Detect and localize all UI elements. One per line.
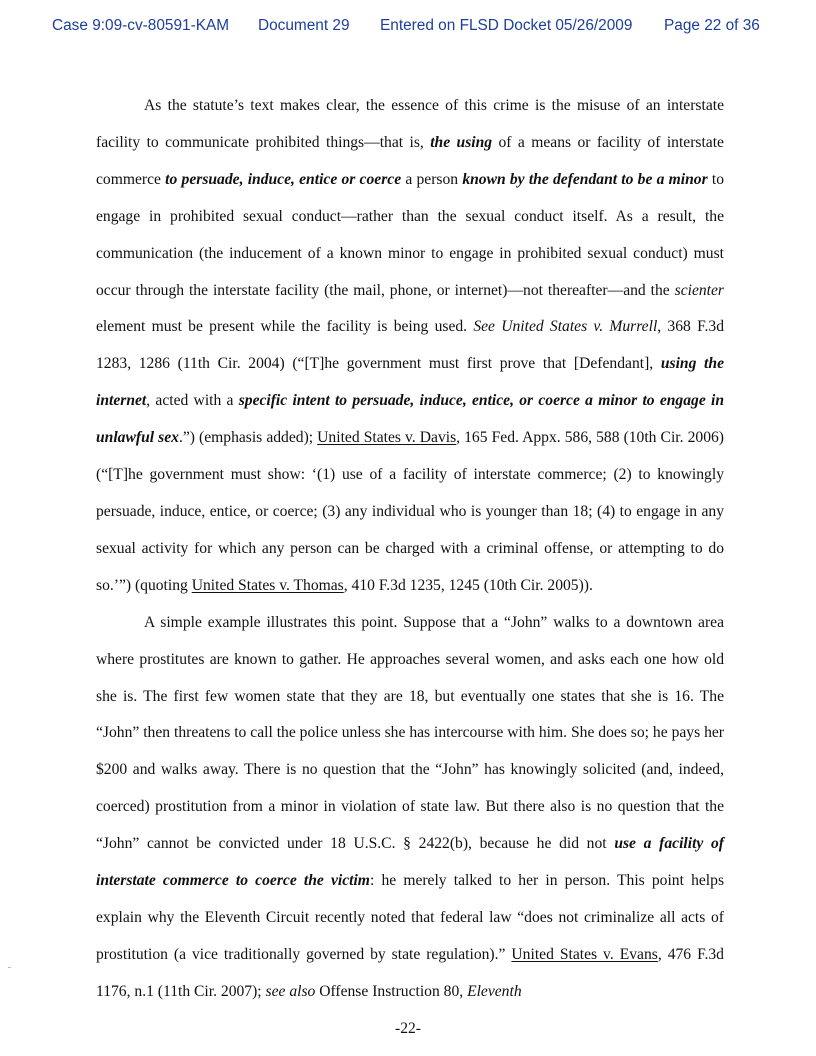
emphasis-run: use a facility of interstate commerce to coerce the victim	[96, 835, 724, 890]
text-run: A simple example illustrates this point. Suppose that a “John” walks to a downtown area where prostitutes are known to gather. He approaches several women, and asks each one how old she is. The first few women state that they are 18, but eventually one states that she is 16. The “John” then threatens to call the police unless she has intercourse with him. She does so; he pays her $200 and walks away. There is no question that the “John” has knowingly solicited (and, indeed, coerced) prostitution from a minor in violation of state law. But there also is no question that the “John” cannot be convicted under 18 U.S.C. § 2422(b), because he did not	[96, 613, 724, 853]
italic-run: see also	[265, 982, 316, 1000]
document-number: Document 29	[258, 17, 350, 34]
page-number: -22-	[395, 1020, 421, 1037]
text-run: Offense Instruction 80,	[315, 982, 468, 1000]
text-run: , 476 F.3d 1176, n.1 (11th Cir. 2007);	[96, 945, 724, 1000]
emphasis-run: known by the defendant to be a minor	[462, 170, 708, 188]
italic-run: scienter	[674, 281, 724, 299]
italic-run: Eleventh	[467, 982, 522, 1000]
case-number: Case 9:09-cv-80591-KAM	[52, 17, 230, 34]
citation-evans: United States v. Evans	[511, 945, 658, 963]
page-of: Page 22 of 36	[664, 17, 760, 34]
paragraph-1	[96, 88, 724, 605]
text-run: , 368 F.3d 1283, 1286 (11th Cir. 2004) (“[T]he government must first prove that [Defendant],	[96, 318, 724, 373]
text-run: a person	[401, 170, 463, 188]
text-run: to engage in prohibited sexual conduct—rather than the sexual conduct itself. As a result, the communication (the inducement of a known minor to engage in prohibited sexual conduct) must occur through the interstate facility (the mail, phone, or internet)—not thereafter—and the	[96, 170, 724, 299]
emphasis-run: specific intent to persuade, induce, entice, or coerce a minor to engage in unlawful sex	[96, 392, 724, 447]
emphasis-run: the using	[430, 133, 493, 151]
scan-mark	[8, 967, 11, 968]
document-body	[96, 88, 724, 1011]
text-run: , 410 F.3d 1235, 1245 (10th Cir. 2005)).	[343, 576, 593, 594]
docket-header	[0, 17, 816, 39]
paragraph-2	[96, 605, 724, 1011]
citation-murrell: See United States v. Murrell	[473, 318, 658, 336]
citation-thomas: United States v. Thomas	[191, 576, 344, 594]
text-run: , acted with a	[146, 392, 239, 410]
docket-entry: Entered on FLSD Docket 05/26/2009	[380, 17, 633, 34]
emphasis-run: to persuade, induce, entice or coerce	[165, 170, 402, 188]
emphasis-run: using the internet	[96, 355, 724, 410]
citation-davis: United States v. Davis	[317, 429, 457, 447]
text-run: of a means or facility of interstate commerce	[96, 133, 724, 188]
text-run: .”) (emphasis added);	[178, 429, 318, 447]
text-run: element must be present while the facility is being used.	[96, 318, 474, 336]
text-run: : he merely talked to her in person. This point helps explain why the Eleventh Circuit recently noted that federal law “does not criminalize all acts of prostitution (a vice traditionally governed by state regulation).”	[96, 872, 725, 963]
text-run: As the statute’s text makes clear, the essence of this crime is the misuse of an interstate facility to communicate prohibited things—that is,	[96, 97, 724, 151]
text-run: , 165 Fed. Appx. 586, 588 (10th Cir. 2006) (“[T]he government must show: ‘(1) use of a facility of interstate commerce; (2) to knowingly persuade, induce, entice, or coerce; (3) any individual who is younger than 18; (4) to engage in any sexual activity for which any person can be charged with a criminal offense, or attempting to do so.’”) (quoting	[96, 429, 724, 594]
